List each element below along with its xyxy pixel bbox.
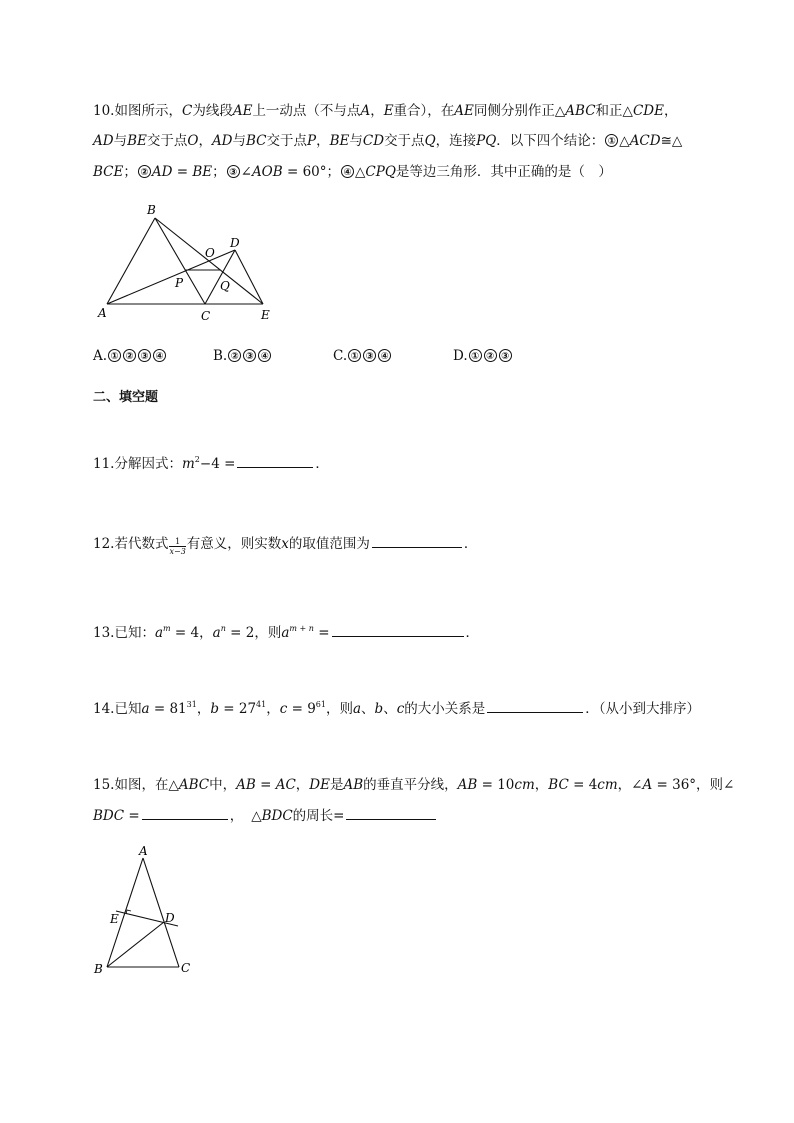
label-b: B <box>147 203 156 217</box>
segment-ab <box>107 218 155 304</box>
circled-marker: ① <box>605 134 618 147</box>
label-p: P <box>175 276 184 290</box>
label-e: E <box>110 912 119 926</box>
section-heading: 二、填空题 <box>93 390 159 405</box>
answer-blank[interactable] <box>237 454 313 468</box>
label-a: A <box>98 306 107 320</box>
q10-figure <box>95 200 285 330</box>
answer-blank[interactable] <box>142 806 228 820</box>
label-a: A <box>139 844 148 858</box>
choice-b[interactable]: B. ② ③ ④ <box>213 348 272 364</box>
answer-blank[interactable] <box>346 806 436 820</box>
label-d: D <box>230 236 240 250</box>
q10-line3: BCE； ② AD = BE； ③ ∠AOB = 60°； ④ △CPQ是等边三角形．其中正确的是（ ） <box>93 164 612 180</box>
segment-bd <box>107 922 164 967</box>
fraction: $\frac{1}{x-3}$ <box>169 537 186 556</box>
segment-de <box>235 250 263 304</box>
segment-bc <box>155 218 205 304</box>
q13: 13.已知：$a^m = 4$，$a^n = 2$，则$a^{m + n}$ = ． <box>93 624 480 641</box>
q11: 11.分解因式：$m^2-4$ = ． <box>93 455 329 472</box>
choice-d[interactable]: D. ① ② ③ <box>453 348 513 364</box>
q12: 12.若代数式 $\frac{1}{x-3}$ 有意义，则实数x的取值范围为 ． <box>93 536 478 556</box>
choice-c[interactable]: C. ① ③ ④ <box>333 348 392 364</box>
q10-line1: 10.如图所示，C为线段AE上一动点（不与点A，E重合），在AE同侧分别作正△ABC和正△CDE， <box>93 103 678 119</box>
label-c: C <box>201 309 211 323</box>
segment-ad <box>107 250 235 304</box>
label-d: D <box>165 911 175 925</box>
q14: 14.已知$a = 81^{31}$，$b = 27^{41}$，$c = 9^{61}$，则a、b、c的大小关系是 ．（从小到大排序） <box>93 700 700 717</box>
circled-marker: ② <box>138 165 151 178</box>
q15-line1: 15.如图，在△ABC中，AB = AC，DE是AB的垂直平分线，AB = 10cm，BC = 4cm，∠A = 36°，则∠ <box>93 777 735 793</box>
q15-line2: BDC = ， △BDC的周长= <box>93 806 438 826</box>
circled-marker: ④ <box>341 165 354 178</box>
label-q: Q <box>220 279 230 293</box>
q10-line2: AD与BE交于点O，AD与BC交于点P，BE与CD交于点Q，连接PQ．以下四个结论： ① △ACD≅△ <box>93 133 683 149</box>
label-c: C <box>181 961 191 975</box>
answer-blank[interactable] <box>372 534 462 548</box>
q15-figure <box>90 840 210 985</box>
answer-blank[interactable] <box>487 699 583 713</box>
choice-a[interactable]: A. ① ② ③ ④ <box>93 348 167 364</box>
label-b: B <box>94 962 103 976</box>
circled-marker: ③ <box>227 165 240 178</box>
answer-blank[interactable] <box>332 623 464 637</box>
label-e: E <box>261 308 270 322</box>
label-o: O <box>205 246 215 260</box>
